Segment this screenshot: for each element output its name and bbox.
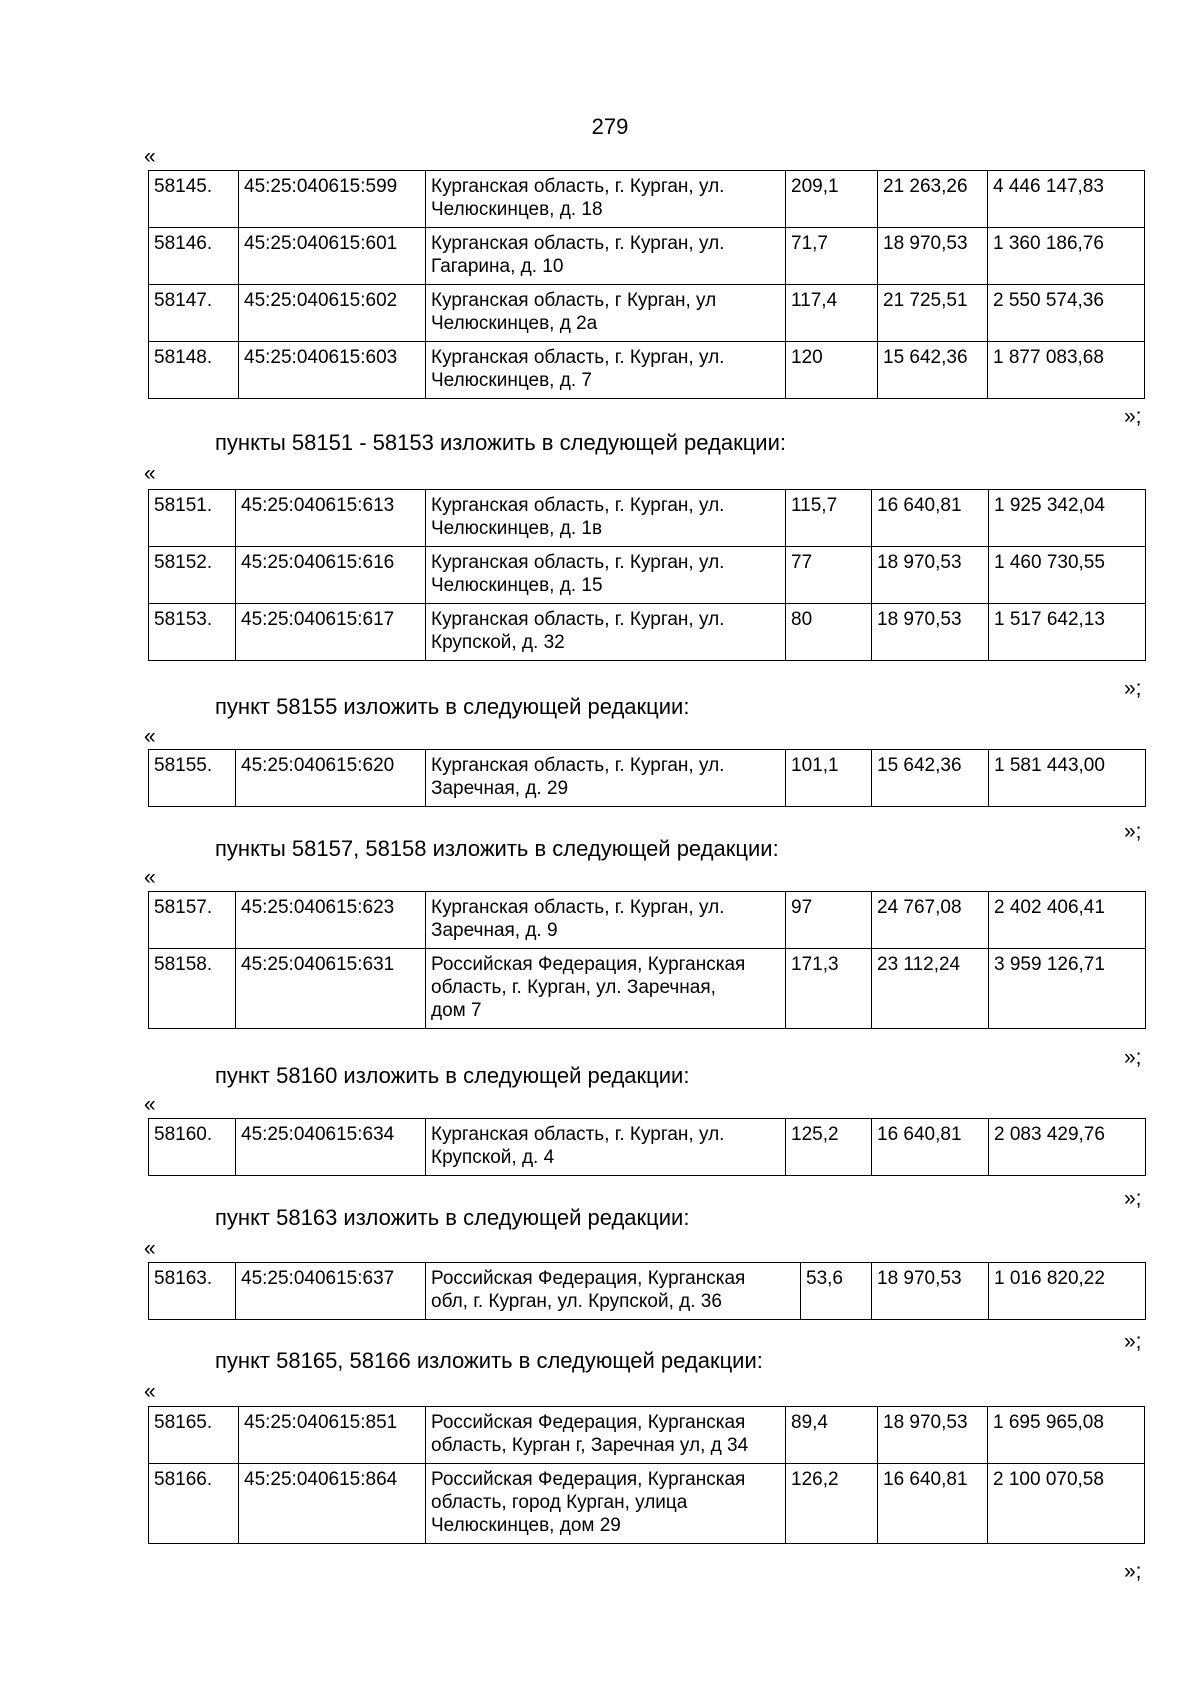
total-value-cell: 1 517 642,13: [989, 604, 1146, 661]
closing-quote: »;: [1124, 1560, 1142, 1583]
address-cell: Курганская область, г. Курган, ул. Челюскинцев, д. 15: [426, 547, 786, 604]
table-row: [149, 892, 1146, 949]
item-number-cell: 58148.: [149, 342, 239, 399]
cadastral-number-cell: 45:25:040615:613: [236, 490, 426, 547]
cadastral-number-cell: 45:25:040615:603: [239, 342, 426, 399]
item-number-cell: 58160.: [149, 1119, 236, 1176]
area-cell: 115,7: [786, 490, 872, 547]
table-row: [149, 1119, 1146, 1176]
closing-quote: »;: [1124, 677, 1142, 700]
page-number: 279: [591, 114, 629, 139]
property-table: [148, 1262, 1146, 1320]
area-cell: 126,2: [786, 1464, 878, 1544]
price-per-unit-cell: 15 642,36: [878, 342, 988, 399]
area-cell: 53,6: [801, 1263, 872, 1320]
price-per-unit-cell: 24 767,08: [872, 892, 989, 949]
opening-quote: «: [144, 1380, 156, 1403]
cadastral-number-cell: 45:25:040615:637: [236, 1263, 426, 1320]
amendment-instruction: пункт 58160 изложить в следующей редакции:: [215, 1063, 690, 1088]
table-row: [149, 750, 1146, 807]
price-per-unit-cell: 16 640,81: [872, 490, 989, 547]
table-row: [149, 1263, 1146, 1320]
opening-quote: «: [144, 462, 156, 485]
table-row: [149, 1407, 1145, 1464]
item-number-cell: 58146.: [149, 228, 239, 285]
amendment-instruction: пункт 58163 изложить в следующей редакции:: [215, 1205, 690, 1230]
opening-quote: «: [144, 725, 156, 748]
item-number-cell: 58158.: [149, 949, 236, 1029]
property-table: [148, 170, 1145, 399]
table-row: [149, 604, 1146, 661]
property-table: [148, 891, 1146, 1029]
cadastral-number-cell: 45:25:040615:851: [239, 1407, 426, 1464]
area-cell: 80: [786, 604, 872, 661]
closing-quote: »;: [1124, 820, 1142, 843]
table-row: [149, 949, 1146, 1029]
opening-quote: «: [144, 1237, 156, 1260]
area-cell: 77: [786, 547, 872, 604]
cadastral-number-cell: 45:25:040615:617: [236, 604, 426, 661]
item-number-cell: 58157.: [149, 892, 236, 949]
amendment-instruction: пункт 58165, 58166 изложить в следующей редакции:: [215, 1348, 763, 1373]
address-cell: Российская Федерация, Курганская область, город Курган, улица Челюскинцев, дом 29: [426, 1464, 786, 1544]
total-value-cell: 1 695 965,08: [988, 1407, 1145, 1464]
item-number-cell: 58151.: [149, 490, 236, 547]
table-row: [149, 171, 1145, 228]
item-number-cell: 58163.: [149, 1263, 236, 1320]
total-value-cell: 4 446 147,83: [988, 171, 1145, 228]
address-cell: Российская Федерация, Курганская область, Курган г, Заречная ул, д 34: [426, 1407, 786, 1464]
total-value-cell: 1 581 443,00: [989, 750, 1146, 807]
address-cell: Курганская область, г. Курган, ул. Заречная, д. 29: [426, 750, 786, 807]
address-cell: Российская Федерация, Курганская область, г. Курган, ул. Заречная, дом 7: [426, 949, 786, 1029]
address-cell: Курганская область, г. Курган, ул. Крупской, д. 32: [426, 604, 786, 661]
price-per-unit-cell: 18 970,53: [872, 604, 989, 661]
item-number-cell: 58153.: [149, 604, 236, 661]
total-value-cell: 3 959 126,71: [989, 949, 1146, 1029]
amendment-instruction: пункт 58155 изложить в следующей редакции:: [215, 694, 690, 719]
table-row: [149, 547, 1146, 604]
area-cell: 171,3: [786, 949, 872, 1029]
opening-quote: «: [144, 1093, 156, 1116]
table-row: [149, 490, 1146, 547]
cadastral-number-cell: 45:25:040615:601: [239, 228, 426, 285]
amendment-instruction: пункты 58157, 58158 изложить в следующей редакции:: [215, 836, 779, 861]
price-per-unit-cell: 16 640,81: [878, 1464, 988, 1544]
price-per-unit-cell: 15 642,36: [872, 750, 989, 807]
area-cell: 117,4: [786, 285, 878, 342]
cadastral-number-cell: 45:25:040615:631: [236, 949, 426, 1029]
address-cell: Курганская область, г. Курган, ул. Заречная, д. 9: [426, 892, 786, 949]
area-cell: 120: [786, 342, 878, 399]
closing-quote: »;: [1124, 1330, 1142, 1353]
total-value-cell: 2 550 574,36: [988, 285, 1145, 342]
address-cell: Российская Федерация, Курганская обл, г. Курган, ул. Крупской, д. 36: [426, 1263, 801, 1320]
address-cell: Курганская область, г. Курган, ул. Челюскинцев, д. 1в: [426, 490, 786, 547]
price-per-unit-cell: 21 263,26: [878, 171, 988, 228]
cadastral-number-cell: 45:25:040615:623: [236, 892, 426, 949]
total-value-cell: 2 083 429,76: [989, 1119, 1146, 1176]
table-row: [149, 342, 1145, 399]
item-number-cell: 58145.: [149, 171, 239, 228]
closing-quote: »;: [1124, 1046, 1142, 1069]
area-cell: 125,2: [786, 1119, 872, 1176]
address-cell: Курганская область, г Курган, ул Челюскинцев, д 2а: [426, 285, 786, 342]
table-row: [149, 228, 1145, 285]
property-table: [148, 1406, 1145, 1544]
cadastral-number-cell: 45:25:040615:864: [239, 1464, 426, 1544]
cadastral-number-cell: 45:25:040615:620: [236, 750, 426, 807]
property-table: [148, 749, 1146, 807]
cadastral-number-cell: 45:25:040615:599: [239, 171, 426, 228]
property-table: [148, 1118, 1146, 1176]
price-per-unit-cell: 18 970,53: [878, 1407, 988, 1464]
item-number-cell: 58147.: [149, 285, 239, 342]
opening-quote: «: [144, 866, 156, 889]
area-cell: 97: [786, 892, 872, 949]
cadastral-number-cell: 45:25:040615:616: [236, 547, 426, 604]
price-per-unit-cell: 18 970,53: [872, 1263, 989, 1320]
address-cell: Курганская область, г. Курган, ул. Челюскинцев, д. 7: [426, 342, 786, 399]
table-row: [149, 285, 1145, 342]
item-number-cell: 58152.: [149, 547, 236, 604]
total-value-cell: 1 360 186,76: [988, 228, 1145, 285]
price-per-unit-cell: 18 970,53: [878, 228, 988, 285]
address-cell: Курганская область, г. Курган, ул. Крупской, д. 4: [426, 1119, 786, 1176]
total-value-cell: 2 402 406,41: [989, 892, 1146, 949]
price-per-unit-cell: 16 640,81: [872, 1119, 989, 1176]
property-table: [148, 489, 1146, 661]
cadastral-number-cell: 45:25:040615:602: [239, 285, 426, 342]
total-value-cell: 1 925 342,04: [989, 490, 1146, 547]
item-number-cell: 58155.: [149, 750, 236, 807]
area-cell: 101,1: [786, 750, 872, 807]
address-cell: Курганская область, г. Курган, ул. Челюскинцев, д. 18: [426, 171, 786, 228]
price-per-unit-cell: 23 112,24: [872, 949, 989, 1029]
total-value-cell: 1 877 083,68: [988, 342, 1145, 399]
price-per-unit-cell: 18 970,53: [872, 547, 989, 604]
area-cell: 71,7: [786, 228, 878, 285]
price-per-unit-cell: 21 725,51: [878, 285, 988, 342]
total-value-cell: 2 100 070,58: [988, 1464, 1145, 1544]
item-number-cell: 58165.: [149, 1407, 239, 1464]
table-row: [149, 1464, 1145, 1544]
area-cell: 209,1: [786, 171, 878, 228]
total-value-cell: 1 460 730,55: [989, 547, 1146, 604]
opening-quote: «: [144, 145, 156, 168]
closing-quote: »;: [1124, 1187, 1142, 1210]
area-cell: 89,4: [786, 1407, 878, 1464]
amendment-instruction: пункты 58151 - 58153 изложить в следующей редакции:: [215, 430, 787, 455]
item-number-cell: 58166.: [149, 1464, 239, 1544]
total-value-cell: 1 016 820,22: [989, 1263, 1146, 1320]
cadastral-number-cell: 45:25:040615:634: [236, 1119, 426, 1176]
closing-quote: »;: [1124, 405, 1142, 428]
address-cell: Курганская область, г. Курган, ул. Гагарина, д. 10: [426, 228, 786, 285]
